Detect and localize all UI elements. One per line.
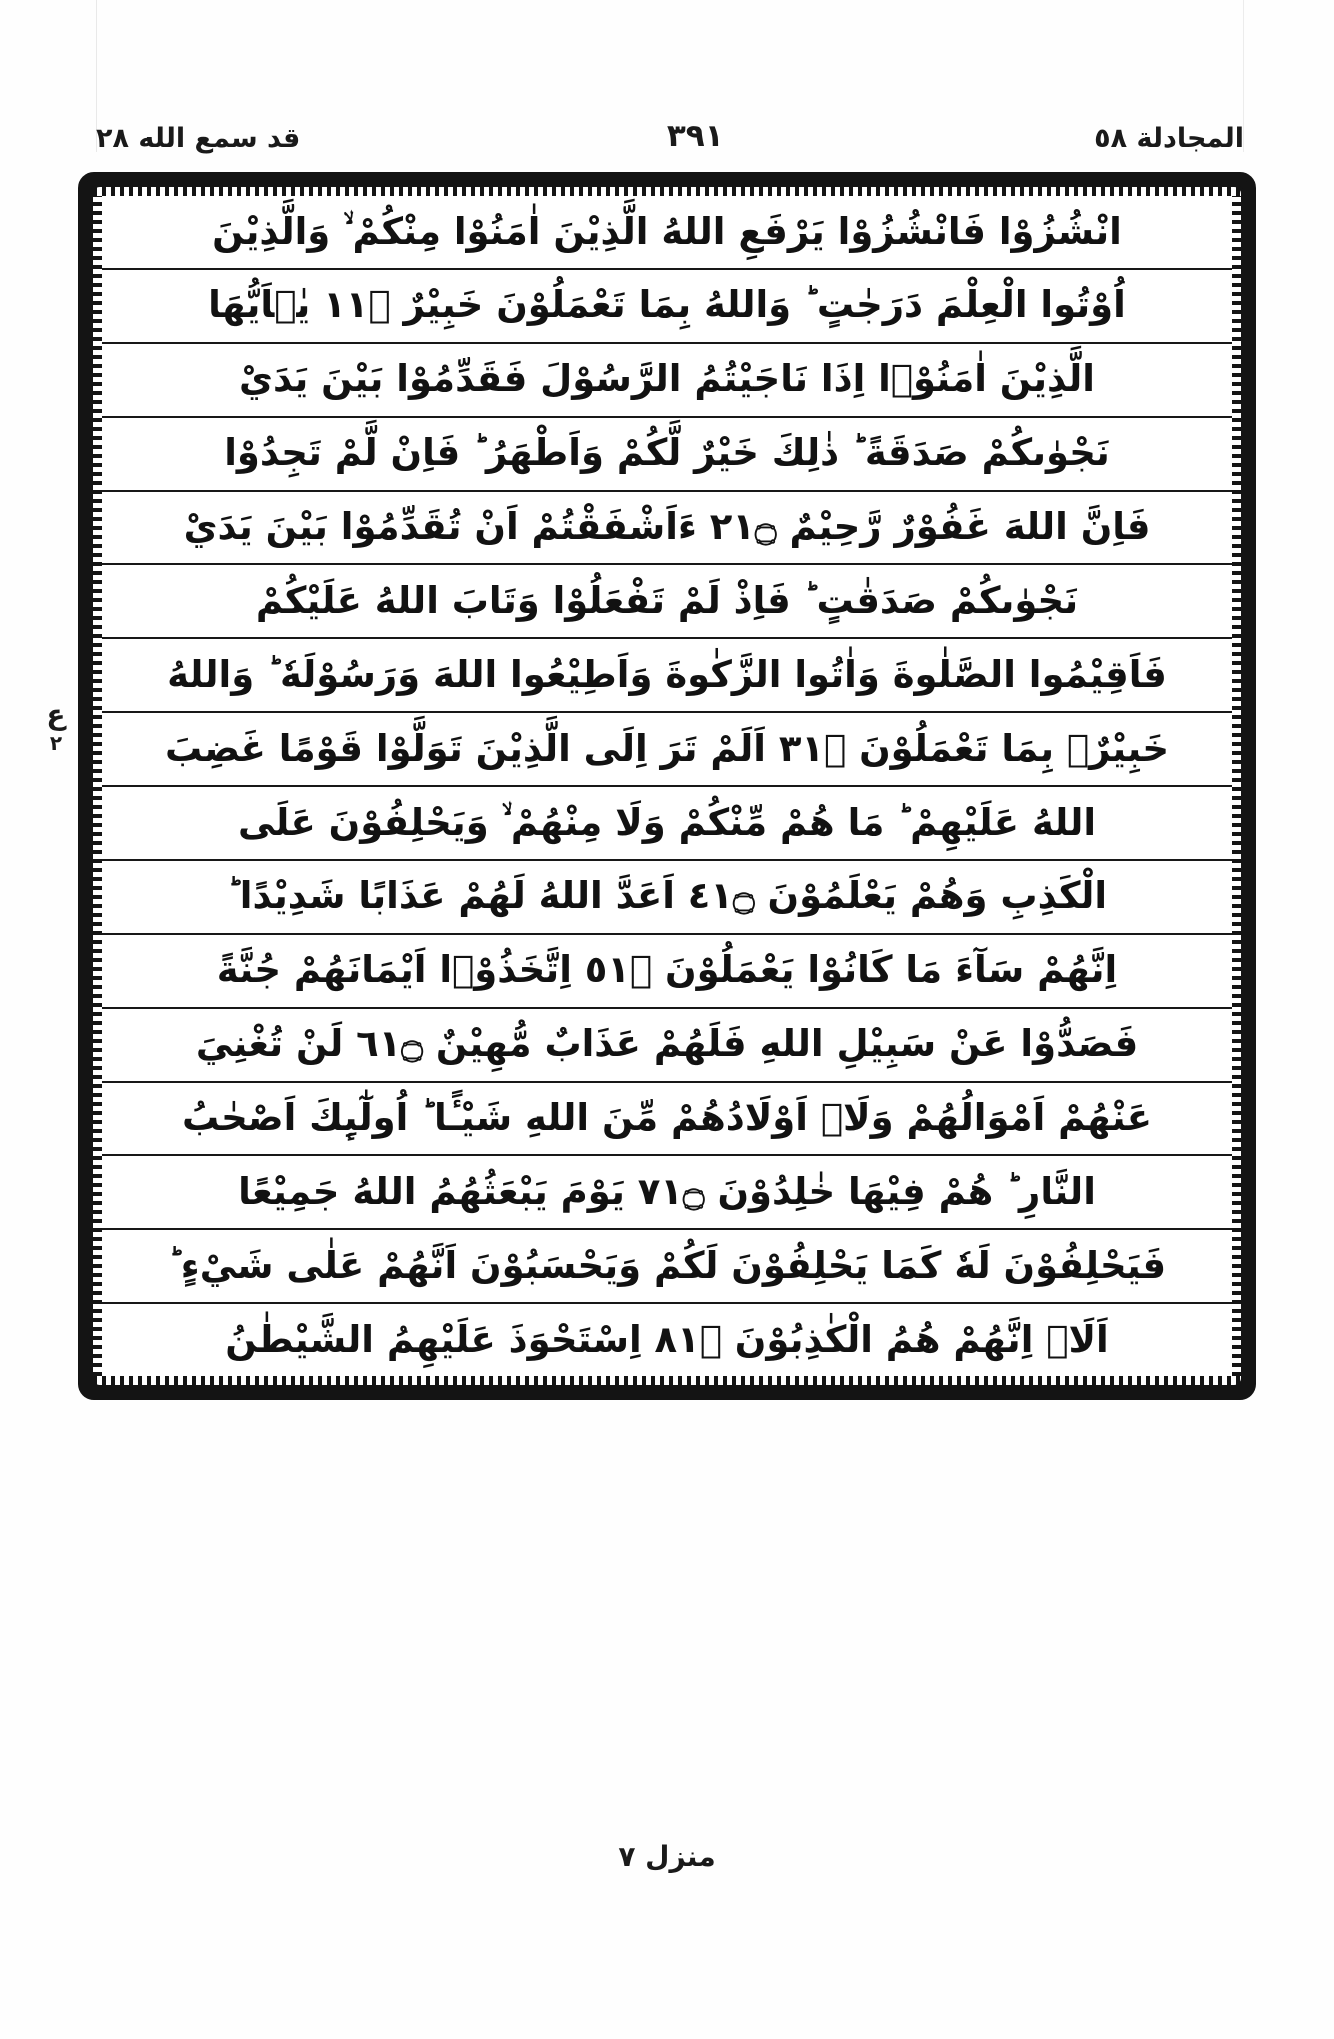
quran-frame-inner-border	[90, 184, 1244, 1388]
ruku-number: ٢	[49, 730, 63, 755]
ayah-line	[102, 1230, 1232, 1304]
header-juz-label: قد سمع الله ٢٨	[96, 123, 301, 154]
ayah-text: النَّارِ ؕ هُمْ فِيْهَا خٰلِدُوْنَ ۝١٧ يَوْمَ يَبْعَثُهُمُ اللهُ جَمِيْعًا	[238, 1169, 1096, 1213]
ayah-text: نَجْوٰىكُمْ صَدَقٰتٍ ؕ فَاِذْ لَمْ تَفْعَلُوْا وَتَابَ اللهُ عَلَيْكُمْ	[255, 578, 1079, 622]
ayah-line	[102, 196, 1232, 270]
ayah-text: الَّذِيْنَ اٰمَنُوْۤا اِذَا نَاجَيْتُمُ الرَّسُوْلَ فَقَدِّمُوْا بَيْنَ يَدَيْ	[239, 357, 1095, 401]
ayah-line	[102, 1304, 1232, 1376]
ayah-text: نَجْوٰىكُمْ صَدَقَةً ؕ ذٰلِكَ خَيْرٌ لَّكُمْ وَاَطْهَرُ ؕ فَاِنْ لَّمْ تَجِدُوْا	[224, 431, 1110, 475]
page-number: ٣٩١	[666, 118, 724, 154]
quran-ornate-frame	[78, 172, 1256, 1400]
ayah-line	[102, 713, 1232, 787]
ayah-line	[102, 1009, 1232, 1083]
page-footer	[0, 1840, 1334, 1873]
ayah-line	[102, 861, 1232, 935]
ayah-line	[102, 1156, 1232, 1230]
ayah-text: فَاِنَّ اللهَ غَفُوْرٌ رَّحِيْمٌ ۝١٢ ءَاَشْفَقْتُمْ اَنْ تُقَدِّمُوْا بَيْنَ يَدَيْ	[183, 505, 1151, 549]
ruku-marker	[36, 700, 76, 756]
ayah-line	[102, 1083, 1232, 1157]
ayah-text: اَلَاۤ اِنَّهُمْ هُمُ الْكٰذِبُوْنَ ۝١٨ اِسْتَحْوَذَ عَلَيْهِمُ الشَّيْطٰنُ	[225, 1317, 1109, 1361]
quran-text-area	[102, 196, 1232, 1376]
ayah-line	[102, 270, 1232, 344]
ayah-text: عَنْهُمْ اَمْوَالُهُمْ وَلَاۤ اَوْلَادُهُمْ مِّنَ اللهِ شَيْـًٔا ؕ اُولٰٓىِٕكَ اَصْحٰبُ	[182, 1096, 1152, 1140]
ayah-text: اِنَّهُمْ سَآءَ مَا كَانُوْا يَعْمَلُوْنَ ۝١٥ اِتَّخَذُوْۤا اَيْمَانَهُمْ جُنَّةً	[216, 948, 1118, 992]
ayah-line	[102, 565, 1232, 639]
ayah-text: خَبِيْرٌۢ بِمَا تَعْمَلُوْنَ ۝١٣ اَلَمْ تَرَ اِلَى الَّذِيْنَ تَوَلَّوْا قَوْمًا غَضِبَ	[165, 726, 1169, 770]
page-header	[96, 100, 1244, 152]
ayah-text: اُوْتُوا الْعِلْمَ دَرَجٰتٍ ؕ وَاللهُ بِمَا تَعْمَلُوْنَ خَبِيْرٌ ۝١١ يٰۤاَيُّهَا	[208, 283, 1126, 327]
ayah-line	[102, 418, 1232, 492]
ayah-line	[102, 344, 1232, 418]
ayah-text: الْكَذِبِ وَهُمْ يَعْلَمُوْنَ ۝١٤ اَعَدَّ اللهُ لَهُمْ عَذَابًا شَدِيْدًا ؕ	[226, 874, 1108, 918]
ayah-line	[102, 935, 1232, 1009]
ayah-text: انْشُزُوْا فَانْشُزُوْا يَرْفَعِ اللهُ الَّذِيْنَ اٰمَنُوْا مِنْكُمْ ۙ وَالَّذِيْنَ	[212, 209, 1122, 253]
ayah-text: فَاَقِيْمُوا الصَّلٰوةَ وَاٰتُوا الزَّكٰوةَ وَاَطِيْعُوا اللهَ وَرَسُوْلَهٗ ؕ وَاللهُ	[167, 652, 1167, 696]
ayah-text: اللهُ عَلَيْهِمْ ؕ مَا هُمْ مِّنْكُمْ وَلَا مِنْهُمْ ۙ وَيَحْلِفُوْنَ عَلَى	[237, 800, 1097, 844]
header-surah-label: المجادلة ٥٨	[1094, 123, 1244, 154]
ayah-text: فَيَحْلِفُوْنَ لَهٗ كَمَا يَحْلِفُوْنَ لَكُمْ وَيَحْسَبُوْنَ اَنَّهُمْ عَلٰى شَيْءٍ ؕ	[167, 1243, 1167, 1287]
ayah-line	[102, 639, 1232, 713]
ayah-line	[102, 492, 1232, 566]
ruku-symbol-icon: ع	[46, 698, 66, 731]
ayah-text: فَصَدُّوْا عَنْ سَبِيْلِ اللهِ فَلَهُمْ عَذَابٌ مُّهِيْنٌ ۝١٦ لَنْ تُغْنِيَ	[195, 1022, 1139, 1066]
ayah-line	[102, 787, 1232, 861]
manzil-label: منزل ٧	[618, 1840, 716, 1873]
